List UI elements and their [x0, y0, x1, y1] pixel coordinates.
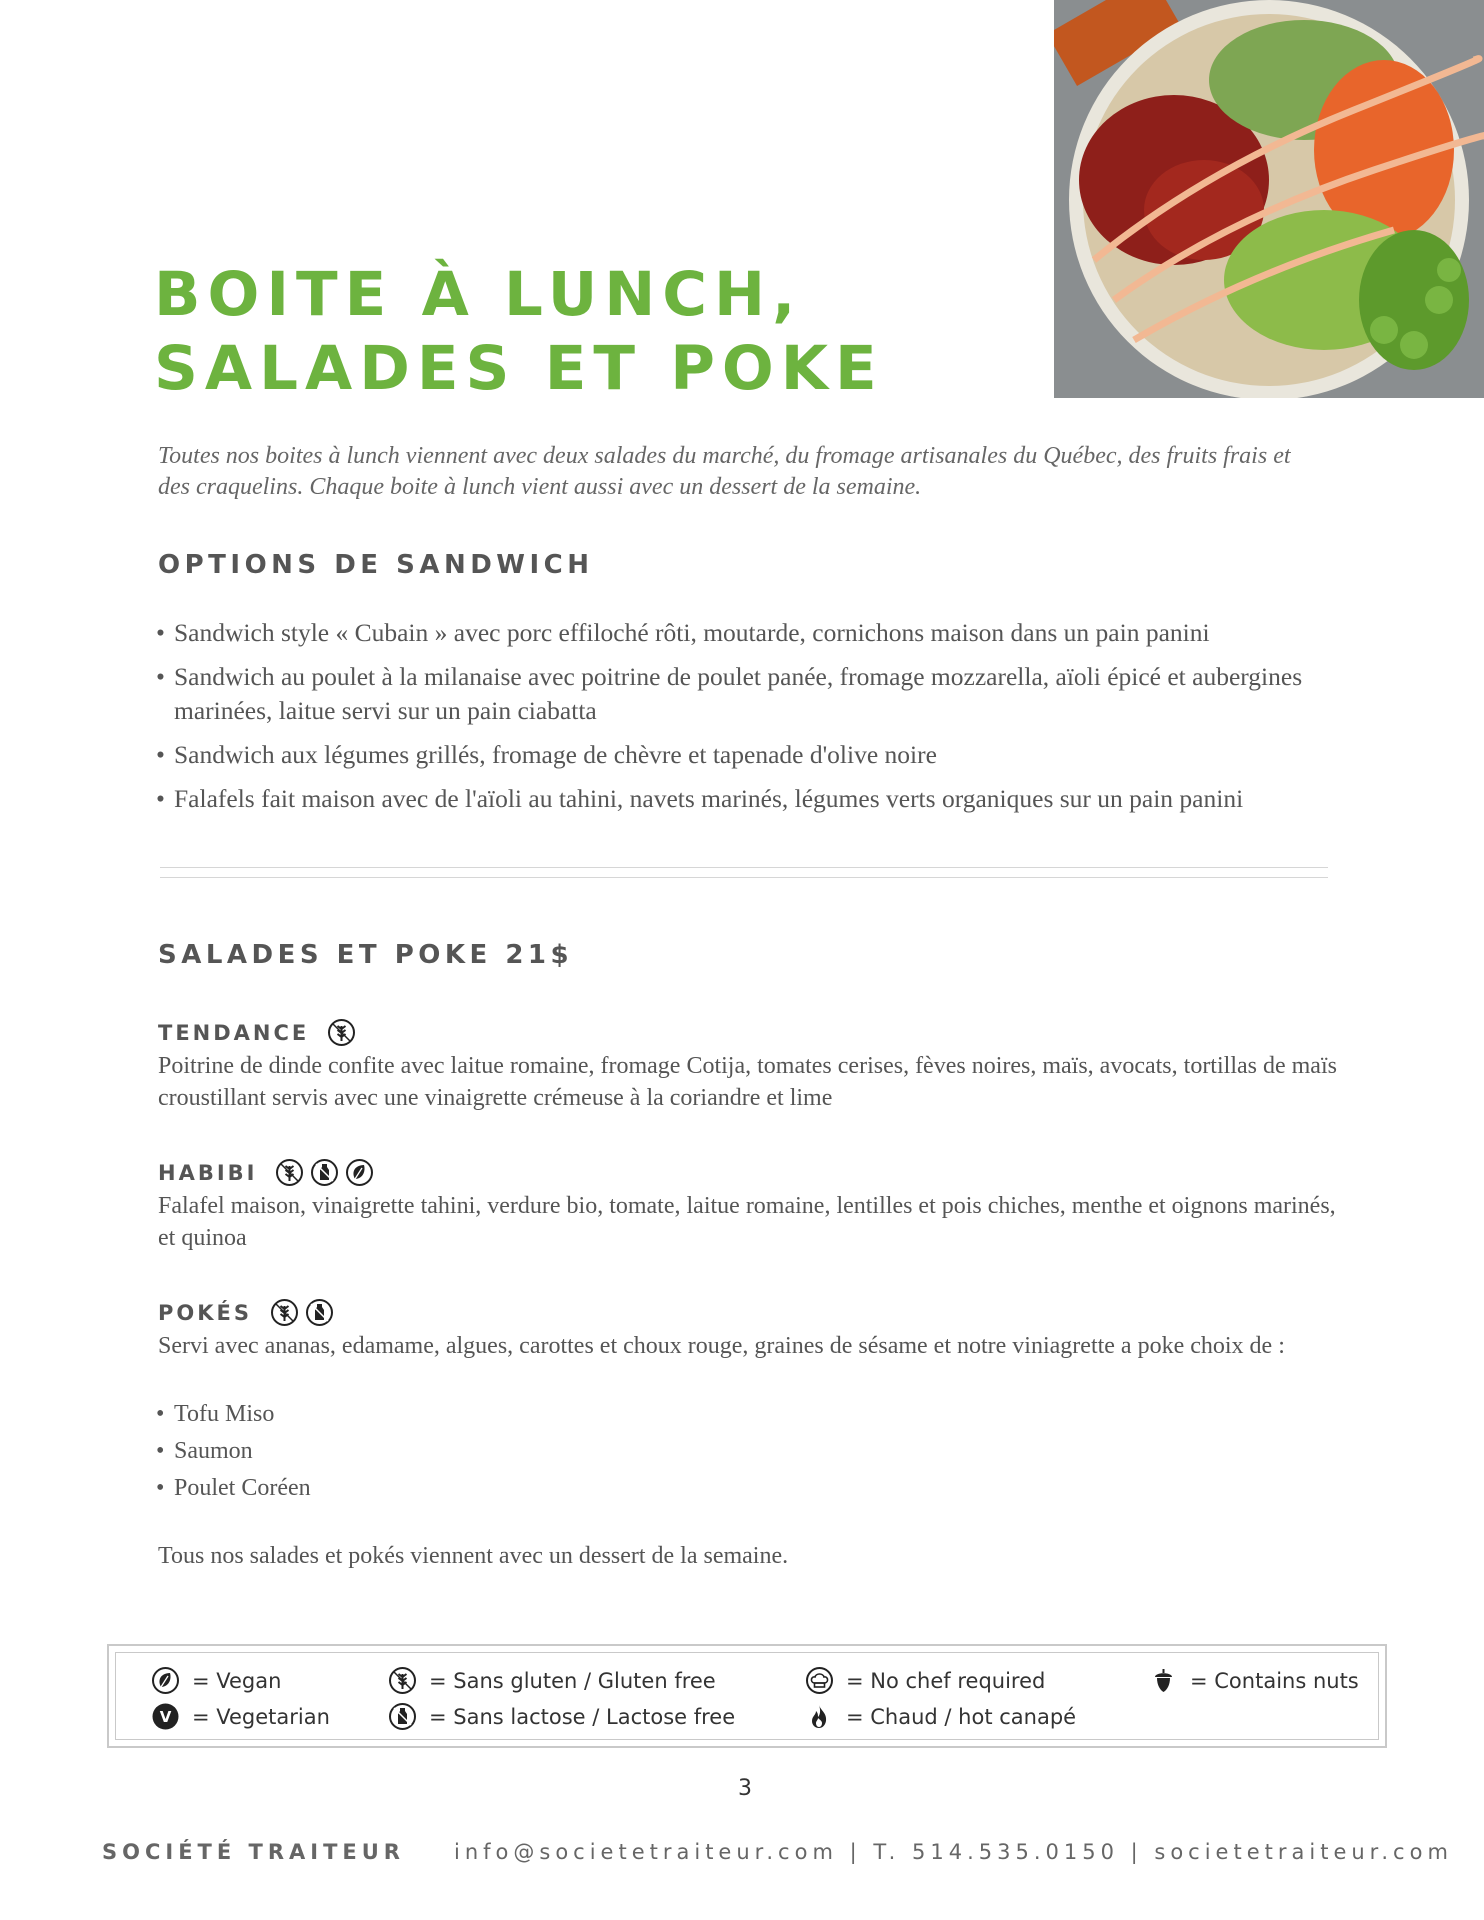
footer-brand: SOCIÉTÉ TRAITEUR — [102, 1840, 405, 1864]
sandwich-item: • Falafels fait maison avec de l'aïoli au tahini, navets marinés, légumes verts organiques sur un pain panini — [156, 782, 1346, 816]
flame-icon — [805, 1702, 834, 1731]
poke-choice: • Poulet Coréen — [156, 1470, 311, 1507]
divider-bottom — [160, 877, 1328, 878]
page-title — [154, 258, 884, 406]
legend-lactose-free-label: = Sans lactose / Lactose free — [429, 1704, 736, 1729]
poke-choices-list — [156, 1396, 311, 1507]
legend-no-chef — [805, 1666, 1045, 1695]
poke-choice: • Tofu Miso — [156, 1396, 311, 1433]
sandwich-item: • Sandwich au poulet à la milanaise avec poitrine de poulet panée, fromage mozzarella, aïoli épicé et aubergines marinées, laitue servi sur un pain ciabatta — [156, 660, 1346, 728]
vegetarian-icon — [151, 1702, 180, 1731]
divider-top — [160, 867, 1328, 868]
tendance-description: Poitrine de dinde confite avec laitue romaine, fromage Cotija, tomates cerises, fèves noires, maïs, avocats, tortillas de maïs croustillant servis avec une vinaigrette crémeuse à la coriandre et lime — [158, 1053, 1337, 1111]
chef-hat-icon — [805, 1666, 834, 1695]
lactose-free-icon — [388, 1702, 417, 1731]
intro-text: Toutes nos boites à lunch viennent avec deux salades du marché, du fromage artisanales du Québec, des fruits frais et des craquelins. Chaque boite à lunch vient aussi avec un dessert de la semaine. — [158, 443, 1291, 500]
legend-hot-label: = Chaud / hot canapé — [846, 1704, 1077, 1729]
legend-hot — [805, 1702, 1076, 1731]
svg-text:V: V — [159, 1708, 172, 1726]
legend-nuts — [1149, 1666, 1359, 1695]
lactose-free-icon — [310, 1158, 339, 1187]
pokes-header — [158, 1298, 334, 1327]
legend-gluten-free — [388, 1666, 716, 1695]
salads-heading: SALADES ET POKE 21$ — [158, 940, 574, 970]
pokes-description: Servi avec ananas, edamame, algues, carottes et choux rouge, graines de sésame et notre viniagrette a poke choix de : — [158, 1333, 1285, 1359]
title-line-2: SALADES ET POKE — [154, 333, 884, 404]
legend-vegan-label: = Vegan — [192, 1668, 282, 1693]
legend-vegan — [151, 1666, 281, 1695]
title-line-1: BOITE À LUNCH, — [154, 259, 803, 330]
sandwich-item: • Sandwich style « Cubain » avec porc effiloché rôti, moutarde, cornichons maison dans un pain panini — [156, 616, 1346, 650]
page-number: 3 — [738, 1776, 752, 1801]
tendance-header — [158, 1018, 356, 1047]
sandwich-list — [156, 616, 1346, 816]
pokes-name: POKÉS — [158, 1300, 252, 1325]
sandwich-heading: OPTIONS DE SANDWICH — [158, 550, 594, 580]
legend-vegetarian-label: = Vegetarian — [192, 1704, 330, 1729]
habibi-header — [158, 1158, 374, 1187]
gluten-free-icon — [270, 1298, 299, 1327]
footer-contact: info@societetraiteur.com | T. 514.535.0150 | societetraiteur.com — [454, 1840, 1453, 1864]
legend-gluten-free-label: = Sans gluten / Gluten free — [429, 1668, 716, 1693]
legend-vegetarian — [151, 1702, 330, 1731]
poke-bowl-photo — [1054, 0, 1484, 398]
lactose-free-icon — [305, 1298, 334, 1327]
sandwich-item: • Sandwich aux légumes grillés, fromage de chèvre et tapenade d'olive noire — [156, 738, 1346, 772]
vegan-icon — [151, 1666, 180, 1695]
habibi-name: HABIBI — [158, 1160, 258, 1185]
dietary-legend — [107, 1644, 1387, 1748]
vegan-icon — [345, 1158, 374, 1187]
habibi-description: Falafel maison, vinaigrette tahini, verdure bio, tomate, laitue romaine, lentilles et pois chiches, menthe et oignons marinés, et quinoa — [158, 1193, 1336, 1251]
gluten-free-icon — [327, 1018, 356, 1047]
salads-note: Tous nos salades et pokés viennent avec un dessert de la semaine. — [158, 1543, 789, 1569]
tendance-name: TENDANCE — [158, 1020, 310, 1045]
poke-choice: • Saumon — [156, 1433, 311, 1470]
gluten-free-icon — [388, 1666, 417, 1695]
legend-nuts-label: = Contains nuts — [1190, 1668, 1359, 1693]
gluten-free-icon — [275, 1158, 304, 1187]
legend-lactose-free — [388, 1702, 735, 1731]
acorn-icon — [1149, 1666, 1178, 1695]
legend-no-chef-label: = No chef required — [846, 1668, 1046, 1693]
